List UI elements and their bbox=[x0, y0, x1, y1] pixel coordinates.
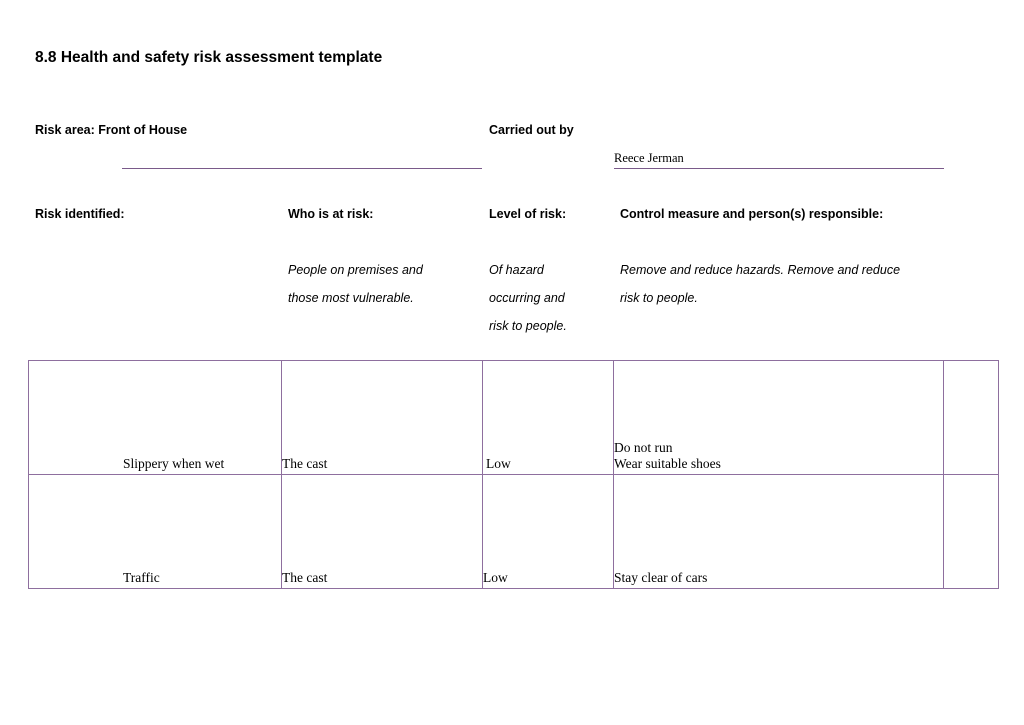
col-header-who-at-risk: Who is at risk: bbox=[288, 207, 374, 221]
who-cell bbox=[282, 361, 483, 475]
guidance-control-line1: Remove and reduce hazards. Remove and reduce bbox=[620, 263, 901, 277]
control-text-line2: Stay clear of cars bbox=[614, 570, 708, 585]
carried-out-by-underline bbox=[614, 168, 944, 169]
guidance-control-line2: risk to people. bbox=[620, 291, 698, 305]
guidance-level-line3: risk to people. bbox=[489, 319, 567, 333]
extra-cell bbox=[944, 361, 999, 475]
guidance-who-line2: those most vulnerable. bbox=[288, 291, 414, 305]
carried-out-by-label: Carried out by bbox=[489, 123, 574, 137]
level-cell bbox=[483, 475, 614, 589]
table-row bbox=[29, 361, 999, 475]
control-text-line1: Do not run bbox=[614, 440, 673, 455]
control-text-line2: Wear suitable shoes bbox=[614, 456, 721, 471]
risk-cell bbox=[29, 475, 282, 589]
document-title: 8.8 Health and safety risk assessment template bbox=[35, 49, 383, 66]
risk-table bbox=[28, 360, 999, 589]
risk-area-label: Risk area: Front of House bbox=[35, 123, 188, 137]
col-header-risk-identified: Risk identified: bbox=[35, 207, 125, 221]
who-text: The cast bbox=[282, 456, 328, 471]
carried-out-by-value: Reece Jerman bbox=[614, 151, 684, 165]
table-row bbox=[29, 475, 999, 589]
risk-text: Slippery when wet bbox=[123, 456, 225, 471]
risk-cell bbox=[29, 361, 282, 475]
extra-cell bbox=[944, 475, 999, 589]
who-text: The cast bbox=[282, 570, 328, 585]
col-header-level-of-risk: Level of risk: bbox=[489, 207, 567, 221]
control-cell bbox=[614, 361, 944, 475]
guidance-who-line1: People on premises and bbox=[288, 263, 423, 277]
level-text: Low bbox=[486, 456, 511, 471]
guidance-level-line1: Of hazard bbox=[489, 263, 544, 277]
control-cell bbox=[614, 475, 944, 589]
level-cell bbox=[483, 361, 614, 475]
col-header-control-measure: Control measure and person(s) responsible: bbox=[620, 207, 884, 221]
risk-text: Traffic bbox=[123, 570, 160, 585]
guidance-level-line2: occurring and bbox=[489, 291, 565, 305]
risk-area-underline bbox=[122, 168, 482, 169]
who-cell bbox=[282, 475, 483, 589]
level-text: Low bbox=[483, 570, 508, 585]
